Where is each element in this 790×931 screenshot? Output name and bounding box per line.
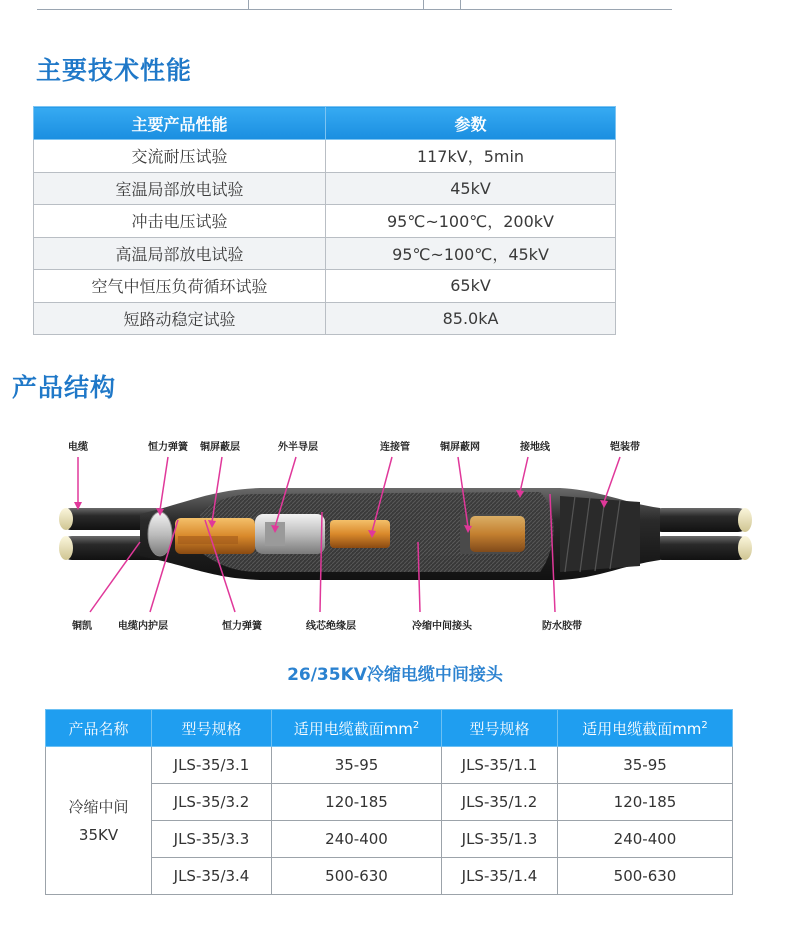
test-name: 室温局部放电试验: [34, 172, 326, 205]
label-spring: 恒力弹簧: [148, 442, 188, 453]
table-row: [34, 270, 616, 303]
product-name-line1: 冷缩中间: [68, 797, 129, 816]
test-value: 95℃~100℃，200kV: [326, 205, 616, 238]
table-row: [46, 747, 733, 784]
model-code: JLS-35/3.1: [152, 747, 272, 784]
model-table: [45, 709, 733, 895]
label-copper-mesh: 铜屏蔽网: [440, 442, 480, 453]
table-row: [34, 302, 616, 335]
cable-joint-diagram: [0, 432, 790, 642]
right-cable: [650, 508, 752, 560]
test-name: 短路动稳定试验: [34, 302, 326, 335]
cross-section: 120-185: [558, 784, 733, 821]
test-value: 95℃~100℃，45kV: [326, 237, 616, 270]
table-row: [34, 172, 616, 205]
cross-section: 120-185: [272, 784, 442, 821]
model-code: JLS-35/1.2: [442, 784, 558, 821]
test-name: 空气中恒压负荷循环试验: [34, 270, 326, 303]
test-value: 85.0kA: [326, 302, 616, 335]
model-code: JLS-35/1.3: [442, 821, 558, 858]
test-name: 高温局部放电试验: [34, 237, 326, 270]
model-code: JLS-35/3.2: [152, 784, 272, 821]
product-subtitle: 26/35KV冷缩电缆中间接头: [287, 665, 503, 685]
model-code: JLS-35/3.4: [152, 858, 272, 895]
previous-table-remnant: [37, 0, 672, 10]
table-row: [34, 205, 616, 238]
test-value: 117kV，5min: [326, 140, 616, 173]
cross-section: 240-400: [272, 821, 442, 858]
label-core-insulation: 线芯绝缘层: [306, 621, 356, 632]
cross-section: 35-95: [558, 747, 733, 784]
model-table-header: [46, 710, 733, 747]
model-code: JLS-35/1.4: [442, 858, 558, 895]
label-outer-semi: 外半导层: [278, 442, 318, 453]
label-cable: 电缆: [68, 442, 88, 453]
copper-mesh: [470, 516, 525, 552]
test-name: 冲击电压试验: [34, 205, 326, 238]
table-row: [34, 140, 616, 173]
performance-table: [33, 106, 616, 335]
table-row: [34, 237, 616, 270]
label-cold-shrink-joint: 冷缩中间接头: [412, 621, 472, 632]
cross-section: 240-400: [558, 821, 733, 858]
product-name-cell: [46, 747, 152, 895]
header-model: 型号规格: [152, 710, 272, 747]
section-title-performance: 主要技术性能: [36, 56, 193, 85]
model-code: JLS-35/1.1: [442, 747, 558, 784]
cross-section: 500-630: [558, 858, 733, 895]
header-cross-section: 适用电缆截面$mm^2$: [272, 710, 442, 747]
performance-table-header: [34, 107, 616, 140]
section-title-structure: 产品结构: [12, 373, 117, 402]
label-connector-tube: 连接管: [380, 442, 410, 453]
header-model-2: 型号规格: [442, 710, 558, 747]
header-performance: 主要产品性能: [34, 107, 326, 140]
product-name-line2: 35KV: [78, 825, 119, 844]
connecting-tube: [330, 520, 390, 548]
label-waterproof-tape: 防水胶带: [542, 621, 582, 632]
label-copper-armour: 铜凯: [72, 621, 92, 632]
header-parameter: 参数: [326, 107, 616, 140]
test-value: 65kV: [326, 270, 616, 303]
label-ground-wire: 接地线: [520, 442, 550, 453]
test-name: 交流耐压试验: [34, 140, 326, 173]
cross-section: 35-95: [272, 747, 442, 784]
label-inner-sheath: 电缆内护层: [118, 621, 168, 632]
cross-section: 500-630: [272, 858, 442, 895]
header-product-name: 产品名称: [46, 710, 152, 747]
label-spring-bottom: 恒力弹簧: [222, 621, 262, 632]
test-value: 45kV: [326, 172, 616, 205]
label-copper-screen: 铜屏蔽层: [200, 442, 240, 453]
model-code: JLS-35/3.3: [152, 821, 272, 858]
header-cross-section-2: 适用电缆截面$mm^2$: [558, 710, 733, 747]
label-armour-tape: 铠装带: [610, 442, 640, 453]
